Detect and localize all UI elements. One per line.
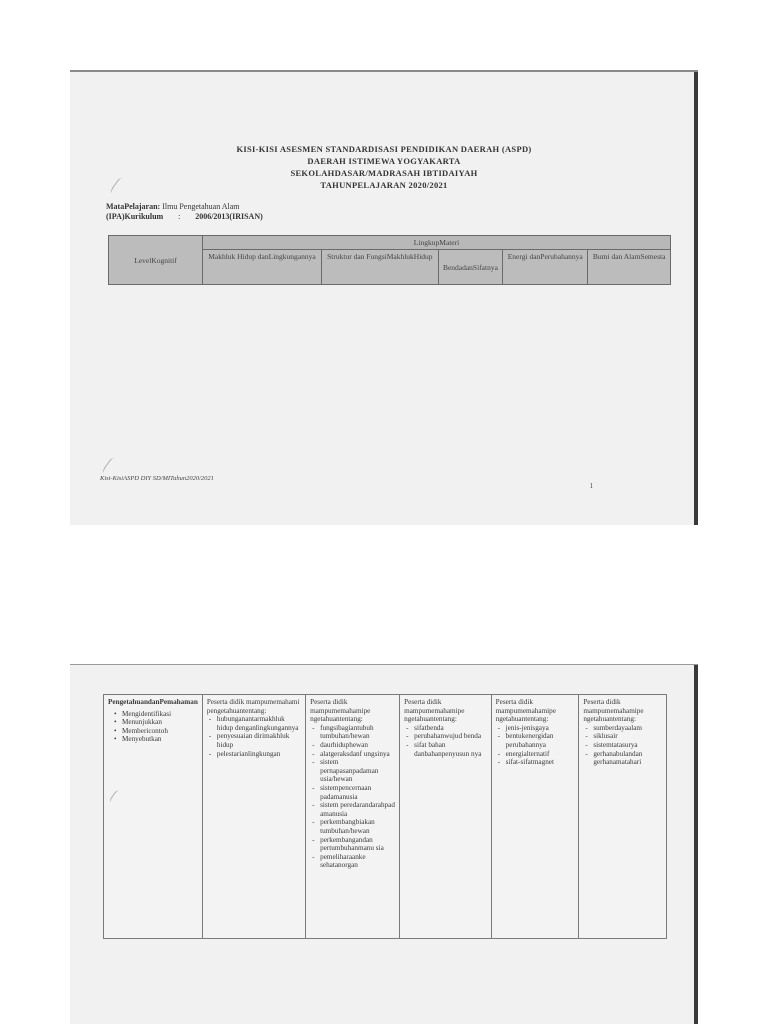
list-item: - sifat bahan danbahanpenyusun nya [406, 741, 487, 758]
header-lingkup-materi: LingkupMateri [203, 236, 671, 250]
subject-value: Ilmu Pengetahuan Alam [162, 202, 240, 211]
document-title [70, 143, 698, 191]
curriculum-row [106, 212, 263, 222]
list-item: - pemeliharaanke sehatanorgan [312, 853, 395, 870]
curriculum-label: (IPA)Kurikulum [106, 212, 164, 221]
subject-label: MataPelajaran: [106, 202, 161, 211]
title-line-1: KISI-KISI ASESMEN STANDARDISASI PENDIDIKAN DAERAH (ASPD) [236, 144, 532, 154]
page-number: 1 [589, 482, 593, 490]
page-footer-label: Kisi-KisiASPD DIY SD/MITahun2020/2021 [100, 475, 214, 482]
list-item: - siklusair [585, 732, 662, 741]
header-col-energi: Energi danPerubahannya [503, 250, 588, 285]
cell-makhluk-hidup [202, 695, 305, 939]
list-item: - perkembangandan pertumbuhanmanu sia [312, 836, 395, 853]
list-item: - perkembangbiakan tumbuhan/hewan [312, 818, 395, 835]
list-item: - gerhanabulandan gerhanamatahari [585, 750, 662, 767]
cell-intro: Peserta didik mampumemahamipe ngetahuantentang: [495, 698, 556, 724]
cell-struktur-fungsi [306, 695, 400, 939]
list-item: - hubunganantarmakhluk hidup denganlingkungannya [209, 715, 301, 732]
topic-list [496, 724, 575, 767]
cell-intro: Peserta didik mampumemahami pengetahuantentang: [206, 698, 300, 715]
list-item: - fungsibagiantubuh tumbuhan/hewan [312, 724, 395, 741]
document-page-2 [70, 664, 698, 1024]
subject-info [106, 202, 263, 222]
cell-energi [491, 695, 579, 939]
list-item: - energialternatif [498, 750, 575, 759]
header-col-struktur-fungsi: Struktur dan FungsiMakhlukHidup [321, 250, 438, 285]
list-item: - bentukenergidan perubahannya [498, 732, 575, 749]
list-item: - sifatbenda [406, 724, 487, 733]
list-item: • Mengidentifikasi [114, 710, 198, 719]
header-col-benda-sifat: BendadanSifatnya [438, 250, 502, 285]
topic-list [583, 724, 662, 767]
topic-list [404, 724, 487, 758]
cell-benda-sifat [400, 695, 492, 939]
list-item: - penyesuaian dirimakhluk hidup [209, 732, 301, 749]
list-item: - sumberdayaalam [585, 724, 662, 733]
list-item: - daurhiduphewan [312, 741, 395, 750]
cell-intro: Peserta didik mampumemahamipe ngetahuantentang: [404, 698, 465, 724]
table-row [104, 695, 667, 939]
level-cell [104, 695, 203, 939]
list-item: - jenis-jenisgaya [498, 724, 575, 733]
list-item: • Menunjukkan [114, 718, 198, 727]
topic-list [310, 724, 395, 870]
title-line-2: DAERAH ISTIMEWA YOGYAKARTA [307, 156, 461, 166]
kisi-kisi-header-table [108, 235, 671, 285]
header-col-bumi-alam: Bumi dan AlamSemesta [588, 250, 671, 285]
level-verb-list [108, 710, 198, 744]
list-item: - sifat-sifatmagnet [498, 758, 575, 767]
list-item: - alatgeraksdanf ungsinya [312, 750, 395, 759]
page-edge-shadow [694, 665, 698, 1024]
header-level-kognitif: LevelKognitif [109, 236, 203, 285]
cell-intro: Peserta didik mampumemahamipe ngetahuantentang: [310, 698, 371, 724]
list-item: - perubahanwujud benda [406, 732, 487, 741]
title-line-3: SEKOLAHDASAR/MADRASAH IBTIDAIYAH [290, 168, 478, 178]
level-title: PengetahuandanPemahaman [108, 698, 198, 706]
header-col-makhluk-hidup: Makhluk Hidup danLingkungannya [203, 250, 322, 285]
curriculum-value: 2006/2013(IRISAN) [195, 212, 263, 221]
page-edge-shadow [694, 72, 698, 525]
curriculum-separator: : [178, 212, 181, 221]
topic-list [207, 715, 301, 758]
title-line-4: TAHUNPELAJARAN 2020/2021 [320, 180, 448, 190]
pen-mark-icon [101, 457, 116, 475]
cell-bumi-alam [579, 695, 667, 939]
list-item: - pelestarianlingkungan [209, 750, 301, 759]
kisi-kisi-content-table [103, 694, 667, 939]
document-page-1 [70, 70, 698, 525]
list-item: - sistemtatasurya [585, 741, 662, 750]
list-item: • Membericontoh [114, 727, 198, 736]
list-item: - sistem peredarandarahpad amanusia [312, 801, 395, 818]
list-item: • Menyebutkan [114, 735, 198, 744]
subject-row [106, 202, 263, 212]
list-item: - sistempencernaan padamanusia [312, 784, 395, 801]
cell-intro: Peserta didik mampumemahamipe ngetahuantentang: [583, 698, 644, 724]
list-item: - sistem pernapasanpadaman usia/hewan [312, 758, 395, 784]
